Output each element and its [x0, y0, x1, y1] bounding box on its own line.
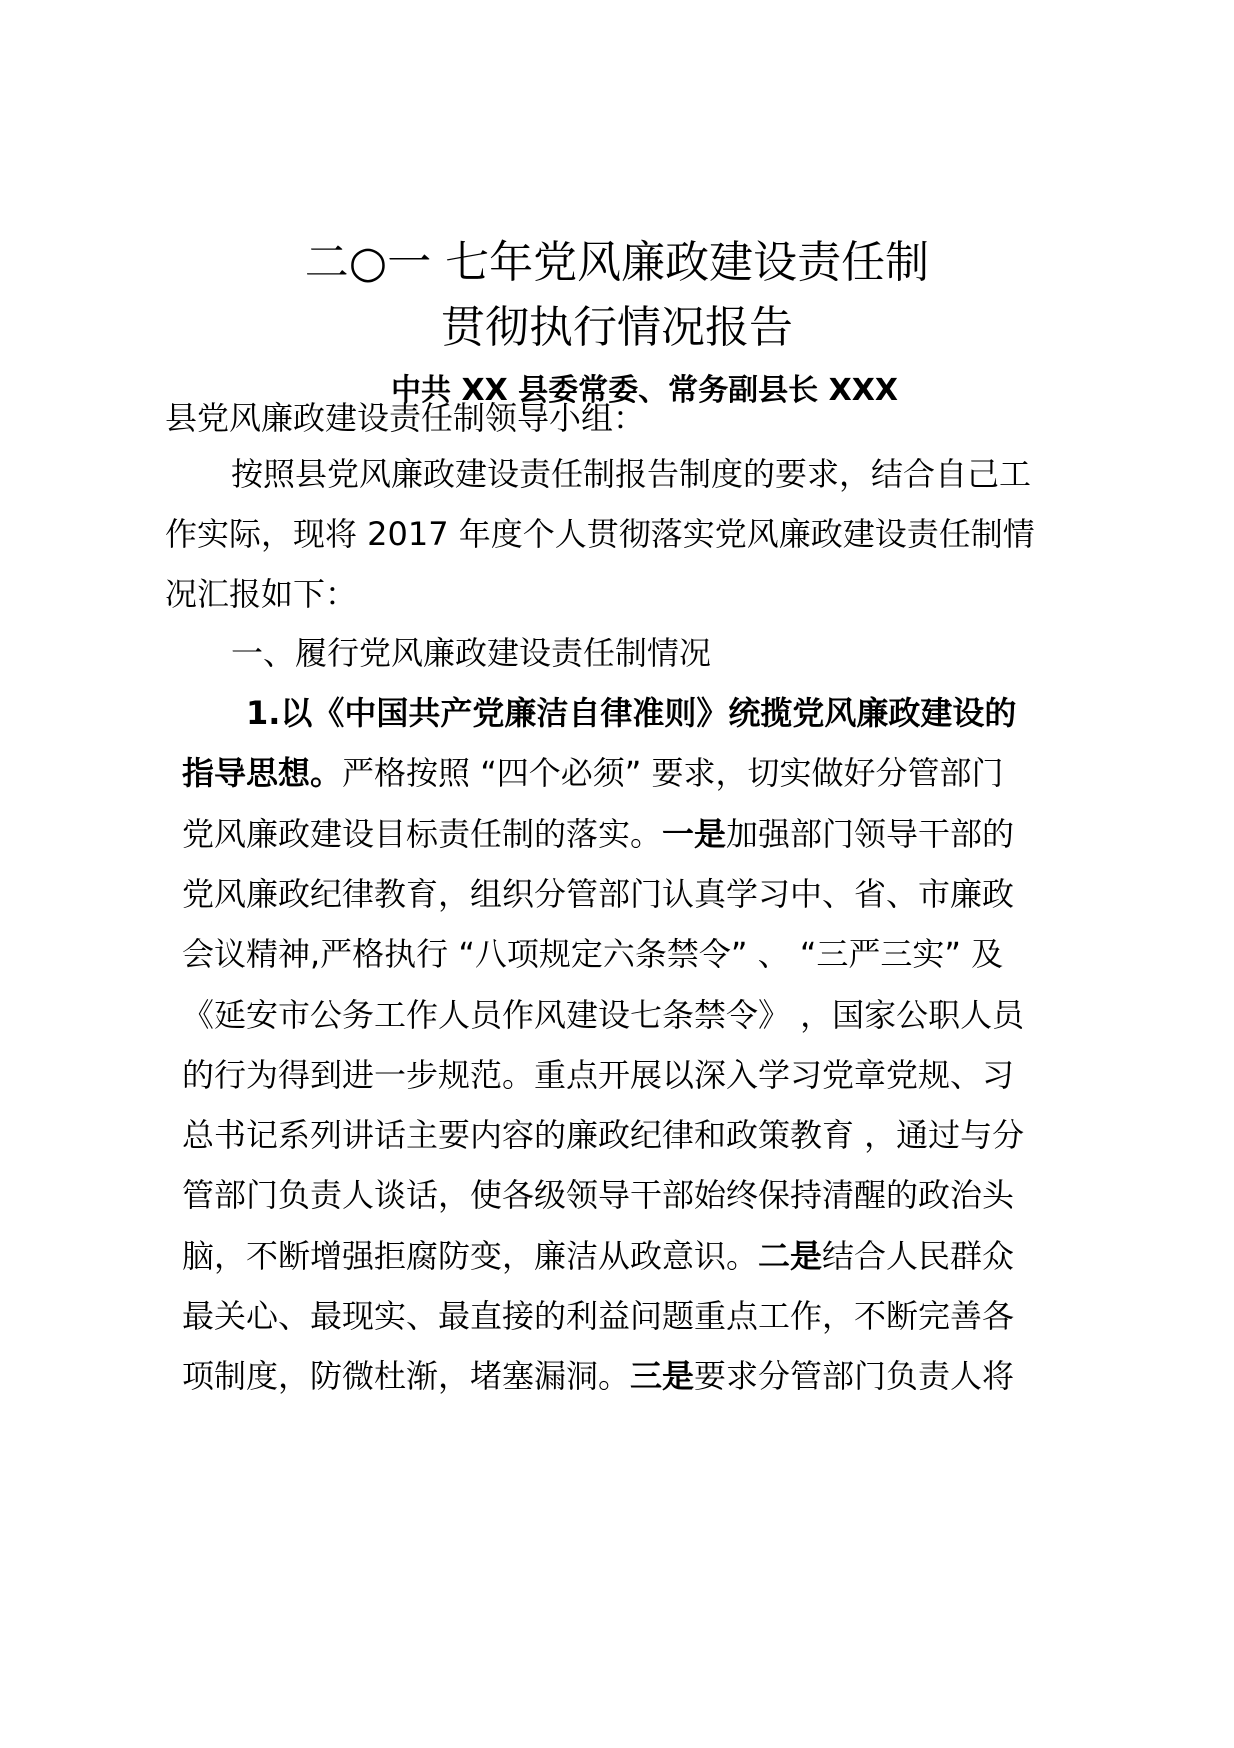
salutation: 县党风廉政建设责任制领导小组： [165, 399, 646, 437]
paragraph-line [182, 1234, 1014, 1278]
paragraph-line: 会议精神,严格执行 “八项规定六条禁令” 、 “三严三实” 及 [182, 935, 1004, 973]
point-marker-1: 一是 [662, 815, 727, 853]
paragraph-line: 《延安市公务工作人员作风建设七条禁令》 ，国家公职人员 [182, 996, 1025, 1034]
paragraph-text: 要求分管部门负责人将 [694, 1357, 1015, 1395]
paragraph-line [182, 1354, 1014, 1398]
paragraph-line: 管部门负责人谈话，使各级领导干部始终保持清醒的政治头 [182, 1176, 1015, 1214]
paragraph-text: 严格按照 “四个必须” 要求，切实做好分管部门 [342, 754, 1004, 792]
intro-line-3: 况汇报如下： [165, 575, 358, 613]
item-1-heading-end: 指导思想。 [182, 754, 343, 792]
paragraph-line [182, 812, 1014, 856]
paragraph-line: 的行为得到进一步规范。重点开展以深入学习党章党规、习 [182, 1056, 1015, 1094]
paragraph-text: 结合人民群众 [822, 1237, 1015, 1275]
paragraph-text: 党风廉政建设目标责任制的落实。 [182, 815, 663, 853]
paragraph-line: 党风廉政纪律教育，组织分管部门认真学习中、省、市廉政 [182, 875, 1015, 913]
paragraph-line: 最关心、最现实、最直接的利益问题重点工作，不断完善各 [182, 1297, 1015, 1335]
section-heading-1: 一、履行党风廉政建设责任制情况 [231, 634, 712, 672]
point-marker-2: 二是 [758, 1237, 823, 1275]
paragraph-line: 总书记系列讲话主要内容的廉政纪律和政策教育 ，通过与分 [182, 1116, 1025, 1154]
paragraph-line [182, 751, 1004, 795]
point-marker-3: 三是 [630, 1357, 695, 1395]
paragraph-text: 项制度，防微杜渐，堵塞漏洞。 [182, 1357, 631, 1395]
intro-line-1: 按照县党风廉政建设责任制报告制度的要求，结合自己工 [231, 455, 1032, 493]
paragraph-text: 加强部门领导干部的 [726, 815, 1015, 853]
paragraph-text: 脑，不断增强拒腐防变，廉洁从政意识。 [182, 1237, 759, 1275]
report-title-line-2: 贯彻执行情况报告 [441, 302, 793, 353]
author-line: 中共 XX 县委常委、常务副县长 XXX [391, 373, 898, 408]
intro-line-2: 作实际，现将 2017 年度个人贯彻落实党风廉政建设责任制情 [165, 515, 1035, 553]
report-title-line-1: 二○一 七年党风廉政建设责任制 [304, 237, 930, 288]
item-1-heading: 1.以《中国共产党廉洁自律准则》统揽党风廉政建设的 [246, 694, 1017, 732]
